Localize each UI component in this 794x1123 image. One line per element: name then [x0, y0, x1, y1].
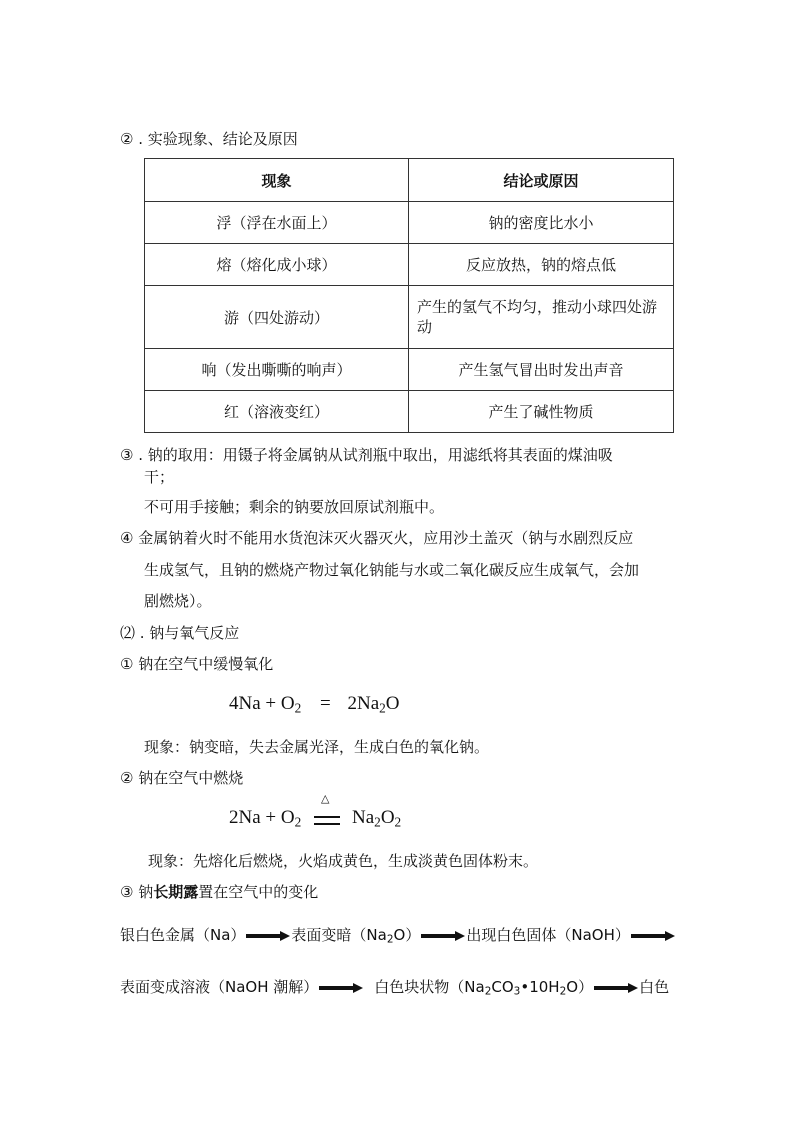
eq-subscript: 2: [374, 814, 381, 830]
eq-reactants: 4Na + O: [229, 693, 295, 714]
right-arrow-icon: [246, 931, 290, 941]
eq-subscript: 2: [379, 700, 386, 716]
experiment-table: [144, 158, 674, 433]
table-row: [145, 391, 674, 433]
eq-subscript: 2: [394, 814, 402, 830]
slow-oxidation-phenomenon: 现象：钠变暗，失去金属光泽，生成白色的氧化钠。: [144, 738, 490, 756]
heating-condition-symbol: △: [321, 792, 330, 805]
section2-heading: ⑵ . 钠与氧气反应: [120, 624, 240, 642]
title-prefix: ③ 钠: [120, 883, 154, 901]
chain-step-mid: •10H: [520, 978, 560, 996]
chain-step-mid: CO: [491, 978, 514, 996]
column-header-conclusion: 结论或原因: [409, 159, 674, 202]
conclusion-cell: 反应放热，钠的熔点低: [409, 244, 674, 286]
table-row: [145, 286, 674, 349]
phenomenon-cell: 浮（浮在水面上）: [145, 202, 409, 244]
chain-step: [291, 926, 420, 944]
item4-line3: 剧燃烧）。: [144, 592, 212, 610]
eq-product-mid: O: [380, 807, 395, 828]
chain-step: 银白色金属（Na）: [120, 926, 246, 944]
right-arrow-icon: [631, 931, 675, 941]
chain-step-text: 白色块状物（Na: [374, 978, 485, 996]
equals-bar-bottom: [314, 823, 340, 825]
conclusion-cell: 产生的氢气不均匀，推动小球四处游动: [409, 286, 674, 349]
eq-subscript: 2: [294, 814, 302, 830]
phenomenon-cell: 响（发出嘶嘶的响声）: [145, 349, 409, 391]
formula-subscript: 2: [559, 985, 567, 998]
long-exposure-title: [120, 881, 318, 902]
conclusion-cell: 钠的密度比水小: [409, 202, 674, 244]
eq-product-tail: O: [385, 693, 400, 714]
combustion-phenomenon: 现象：先熔化后燃烧，火焰成黄色，生成淡黄色固体粉末。: [148, 852, 539, 870]
chain-step: [374, 978, 593, 996]
equals-bar-top: [314, 816, 340, 818]
table-row: [145, 349, 674, 391]
equation-combustion-rhs: [352, 807, 401, 829]
right-arrow-icon: [594, 983, 638, 993]
item4-line1: ④ 金属钠着火时不能用水货泡沫灭火器灭火，应用沙土盖灭（钠与水剧烈反应: [120, 529, 634, 547]
chain-step-tail: O）: [566, 978, 594, 996]
transformation-chain-line2: [120, 976, 669, 997]
right-arrow-icon: [319, 983, 363, 993]
formula-subscript: 3: [513, 985, 521, 998]
item3-line2: 干；: [144, 468, 175, 486]
phenomenon-cell: 游（四处游动）: [145, 286, 409, 349]
item3-line1: ③ . 钠的取用：用镊子将金属钠从试剂瓶中取出，用滤纸将其表面的煤油吸: [120, 446, 613, 464]
title-emphasis: 长期露: [153, 883, 199, 901]
section-heading: ② . 实验现象、结论及原因: [120, 130, 298, 148]
transformation-chain-line1: [120, 924, 676, 945]
chain-step: 出现白色固体（NaOH）: [466, 926, 630, 944]
item4-line2: 生成氢气，且钠的燃烧产物过氧化钠能与水或二氧化碳反应生成氧气，会加: [144, 561, 640, 579]
phenomenon-cell: 熔（熔化成小球）: [145, 244, 409, 286]
eq-subscript: 2: [294, 700, 302, 716]
conclusion-cell: 产生了碱性物质: [409, 391, 674, 433]
eq-equals-sign: =: [320, 693, 331, 714]
chain-step-text: 表面变暗（Na: [291, 926, 387, 944]
formula-subscript: 2: [484, 985, 492, 998]
right-arrow-icon: [421, 931, 465, 941]
chain-step: 白色: [639, 978, 670, 996]
chain-step: 表面变成溶液（NaOH 潮解）: [120, 978, 319, 996]
equation-combustion-lhs: [229, 807, 301, 829]
title-suffix: 置在空气中的变化: [198, 883, 319, 901]
table-header-row: [145, 159, 674, 202]
slow-oxidation-title: ① 钠在空气中缓慢氧化: [120, 655, 274, 673]
eq-product: Na: [352, 807, 375, 828]
table-row: [145, 202, 674, 244]
table-row: [145, 244, 674, 286]
item3-line3: 不可用手接触；剩余的钠要放回原试剂瓶中。: [144, 498, 445, 516]
combustion-title: ② 钠在空气中燃烧: [120, 769, 244, 787]
chain-step-tail: O）: [393, 926, 421, 944]
eq-product: 2Na: [347, 693, 380, 714]
conclusion-cell: 产生氢气冒出时发出声音: [409, 349, 674, 391]
formula-subscript: 2: [386, 933, 394, 946]
eq-reactants: 2Na + O: [229, 807, 295, 828]
phenomenon-cell: 红（溶液变红）: [145, 391, 409, 433]
column-header-phenomenon: 现象: [145, 159, 409, 202]
equation-slow-oxidation: [229, 693, 400, 715]
